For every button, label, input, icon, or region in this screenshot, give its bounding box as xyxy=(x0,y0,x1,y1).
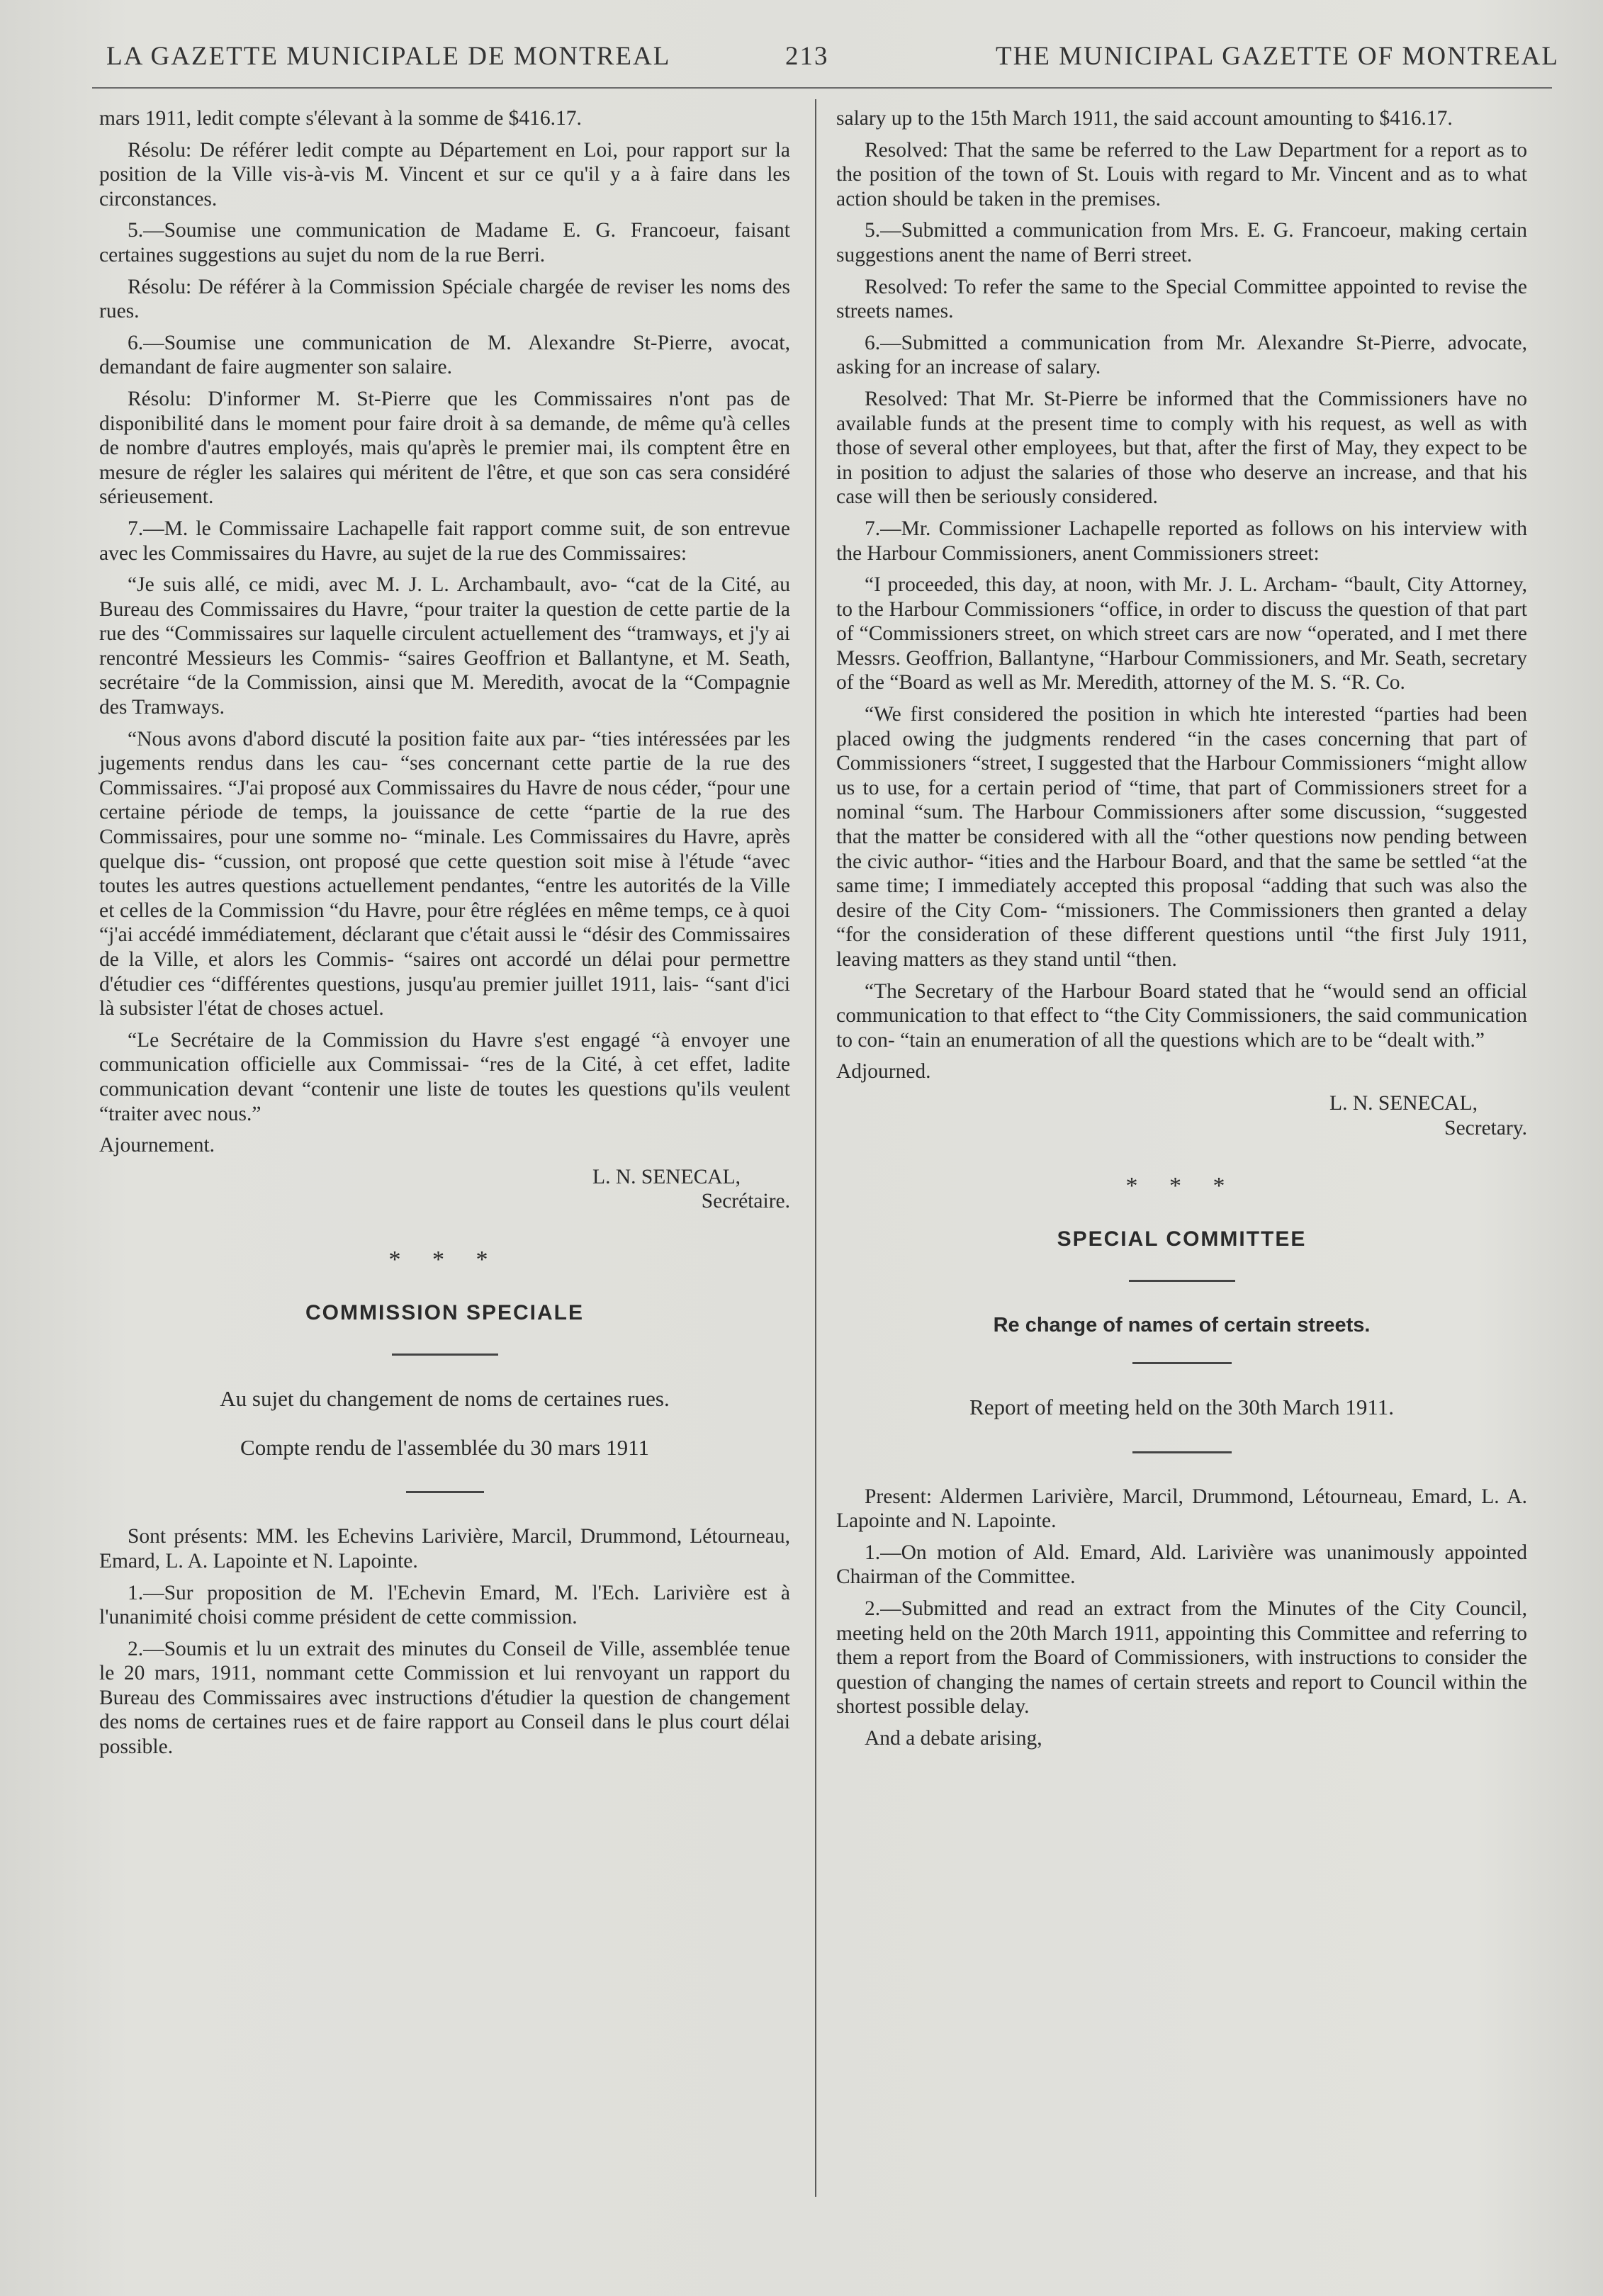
quote-paragraph: “We first considered the position in which hte interested “parties had been placed owing the judgments rendered “in the cases concerning that part of Commissioners “street, I suggested that the Harbour Commissioners “might allow us to use, for a certain period of “time, that part of Commissioners street for a nominal “sum. The Harbour Commissioners after some discussion, “suggested that the matter be considered with all the “other questions now pending between the civic author- “ities and the Harbour Board, and that the same be settled “at the same time; I immediately accepted this proposal “adding that such was also the desire of the City Com- “missioners. The Commissioners then granted a delay “for the consideration of these different questions until “the first July 1911, leaving matters as they stand until “then. xyxy=(836,703,1527,971)
short-rule xyxy=(1132,1451,1232,1453)
english-column xyxy=(836,106,1527,1757)
quote-paragraph: “Le Secrétaire de la Commission du Havre s'est engagé “à envoyer une communication officielle aux Commissai- “res de la Cité, à cet effet, ladite communication devant “contenir une liste de toutes les questions qu'ils veulent “traiter avec nous.” xyxy=(99,1028,790,1125)
short-rule xyxy=(1129,1280,1235,1282)
quote-paragraph: “Nous avons d'abord discuté la position faite aux par- “ties intéressées par les jugements rendus dans les cau- “ses concernant cette partie de la rue des Commissaires. “J'ai proposé aux Commissaires du Havre de nous céder, “pour une certaine période de temps, la jouissance de cette “partie de la rue des Commissaires, pour une somme no- “minale. Les Commissaires du Havre, après quelque dis- “cussion, ont proposé que cette question soit mise à l'étude “avec toutes les autres questions actuellement pendantes, “entre les autorités de la Ville et celles de la Commission “du Havre, pour être réglées en même temps, ce à quoi “j'ai accédé immédiatement, déclarant que c'était aussi le “désir des Commissaires de la Ville, et alors les Commis- “saires ont accordé un délai pour permettre d'étudier ces “différentes questions, jusqu'au premier juillet 1911, lais- “sant d'ici là subsister l'état de choses actuel. xyxy=(99,727,790,1020)
paragraph: 5.—Soumise une communication de Madame E. G. Francoeur, faisant certaines suggestions au sujet du nom de la rue Berri. xyxy=(99,219,790,266)
paragraph: And a debate arising, xyxy=(865,1726,1042,1750)
paragraph: 7.—M. le Commissaire Lachapelle fait rapport comme suit, de son entrevue avec les Commissaires du Havre, au sujet de la rue des Commissaires: xyxy=(99,517,790,565)
short-rule xyxy=(392,1354,498,1356)
adjournment: Adjourned. xyxy=(836,1060,931,1084)
header-rule xyxy=(92,87,1552,89)
paragraph: 7.—Mr. Commissioner Lachapelle reported as follows on his interview with the Harbour Commissioners, anent Commissioners street: xyxy=(836,517,1527,565)
paragraph: Résolu: D'informer M. St-Pierre que les Commissaires n'ont pas de disponibilité dans le moment pour faire droit à sa demande, de même qu'à celles de nombre d'autres employés, mais qu'après le premier mai, ils comptent être en mesure de régler les salaires qui méritent de l'être, et que son cas sera considéré sérieusement. xyxy=(99,387,790,509)
paragraph: 2.—Soumis et lu un extrait des minutes du Conseil de Ville, assemblée tenue le 20 mars, 1911, nommant cette Commission et lui renvoyant un rapport du Bureau des Commissaires avec instructions d'étudier la question de changement des noms de certaines rues et de faire rapport au Conseil dans le plus court délai possible. xyxy=(99,1637,790,1759)
section-subject: Au sujet du changement de noms de certaines rues. xyxy=(220,1386,670,1412)
section-separator-stars: * * * xyxy=(1125,1173,1238,1200)
quote-paragraph: “I proceeded, this day, at noon, with Mr. J. L. Archam- “bault, City Attorney, to the Harbour Commissioners “office, in order to discuss the question of that part of “Commissioners street, on which street cars are now “operated, and I met there Messrs. Geoffrion, Ballantyne, “Harbour Commissioners, and Mr. Seath, secretary of the “Board as well as Mr. Meredith, attorney of the M. S. “R. Co. xyxy=(836,573,1527,694)
french-column xyxy=(99,106,790,1767)
column-divider xyxy=(815,99,816,2197)
section-title: SPECIAL COMMITTEE xyxy=(1057,1227,1307,1251)
short-rule xyxy=(1132,1362,1232,1364)
header-title-french: LA GAZETTE MUNICIPALE DE MONTREAL xyxy=(106,42,671,71)
paragraph: mars 1911, ledit compte s'élevant à la somme de $416.17. xyxy=(99,107,582,130)
page-number: 213 xyxy=(785,42,829,71)
paragraph: 5.—Submitted a communication from Mrs. E. G. Francoeur, making certain suggestions anent the name of Berri street. xyxy=(836,219,1527,266)
paragraph: Resolved: That Mr. St-Pierre be informed that the Commissioners have no available funds at the present time to comply with his request, as well as with those of several other employees, but that, after the first of May, they expect to be in position to adjust the salaries of those who deserve an increase, and that his case will then be seriously considered. xyxy=(836,387,1527,509)
section-subject: Re change of names of certain streets. xyxy=(993,1314,1371,1337)
paragraph: Résolu: De référer à la Commission Spéciale chargée de reviser les noms des rues. xyxy=(99,275,790,323)
paragraph: 1.—On motion of Ald. Emard, Ald. Larivière was unanimously appointed Chairman of the Committee. xyxy=(836,1541,1527,1589)
signature-name: L. N. SENECAL, xyxy=(592,1165,741,1188)
paragraph: 6.—Submitted a communication from Mr. Alexandre St-Pierre, advocate, asking for an increase of salary. xyxy=(836,331,1527,379)
header-title-english: THE MUNICIPAL GAZETTE OF MONTREAL xyxy=(996,42,1559,71)
paragraph: Résolu: De référer ledit compte au Département en Loi, pour rapport sur la position de la Ville vis-à-vis M. Vincent et sur ce qu'il y a à faire dans les circonstances. xyxy=(99,138,790,210)
paragraph: 6.—Soumise une communication de M. Alexandre St-Pierre, avocat, demandant de faire augmenter son salaire. xyxy=(99,331,790,379)
signature-name: L. N. SENECAL, xyxy=(1329,1091,1478,1115)
page-header xyxy=(106,41,1559,77)
section-title: COMMISSION SPECIALE xyxy=(305,1300,585,1324)
paragraph: Resolved: To refer the same to the Special Committee appointed to revise the streets names. xyxy=(836,275,1527,323)
paragraph: 2.—Submitted and read an extract from the Minutes of the City Council, meeting held on the 20th March 1911, appointing this Committee and referring to them a report from the Board of Commissioners, with instructions to consider the question of changing the names of certain streets and report to Council within the shortest possible delay. xyxy=(836,1597,1527,1718)
meeting-heading: Compte rendu de l'assemblée du 30 mars 1911 xyxy=(240,1434,649,1460)
adjournment: Ajournement. xyxy=(99,1134,215,1157)
quote-paragraph: “Je suis allé, ce midi, avec M. J. L. Archambault, avo- “cat de la Cité, au Bureau des Commissaires du Havre, “pour traiter la question de cette partie de la rue des “Commissaires sur laquelle circulent actuellement des “tramways, et j'y ai rencontré Messieurs les Commis- “saires Geoffrion et Ballantyne, et M. Seath, secrétaire “de la Commission, ainsi que M. Meredith, avocat de la “Compagnie des Tramways. xyxy=(99,573,790,719)
short-rule xyxy=(406,1491,484,1493)
section-separator-stars: * * * xyxy=(388,1246,501,1273)
signature-title: Secrétaire. xyxy=(701,1190,790,1213)
paragraph: 1.—Sur proposition de M. l'Echevin Emard, M. l'Ech. Larivière est à l'unanimité choisi comme président de cette commission. xyxy=(99,1581,790,1629)
signature-block xyxy=(99,1165,790,1214)
quote-paragraph: “The Secretary of the Harbour Board stated that he “would send an official communication to that effect to “the City Commissioners, the said communication to con- “tain an enumeration of all the questions which are to be “dealt with.” xyxy=(836,979,1527,1052)
paragraph: Resolved: That the same be referred to the Law Department for a report as to the position of the town of St. Louis with regard to Mr. Vincent and as to what action should be taken in the premises. xyxy=(836,138,1527,210)
signature-block xyxy=(836,1091,1527,1140)
signature-title: Secretary. xyxy=(1444,1116,1527,1139)
meeting-heading: Report of meeting held on the 30th March 1911. xyxy=(969,1394,1394,1419)
paragraph: Sont présents: MM. les Echevins Larivière, Marcil, Drummond, Létourneau, Emard, L. A. Lapointe et N. Lapointe. xyxy=(99,1525,790,1572)
paragraph: Present: Aldermen Larivière, Marcil, Drummond, Létourneau, Emard, L. A. Lapointe and N. Lapointe. xyxy=(836,1485,1527,1533)
paragraph: salary up to the 15th March 1911, the said account amounting to $416.17. xyxy=(836,107,1453,130)
